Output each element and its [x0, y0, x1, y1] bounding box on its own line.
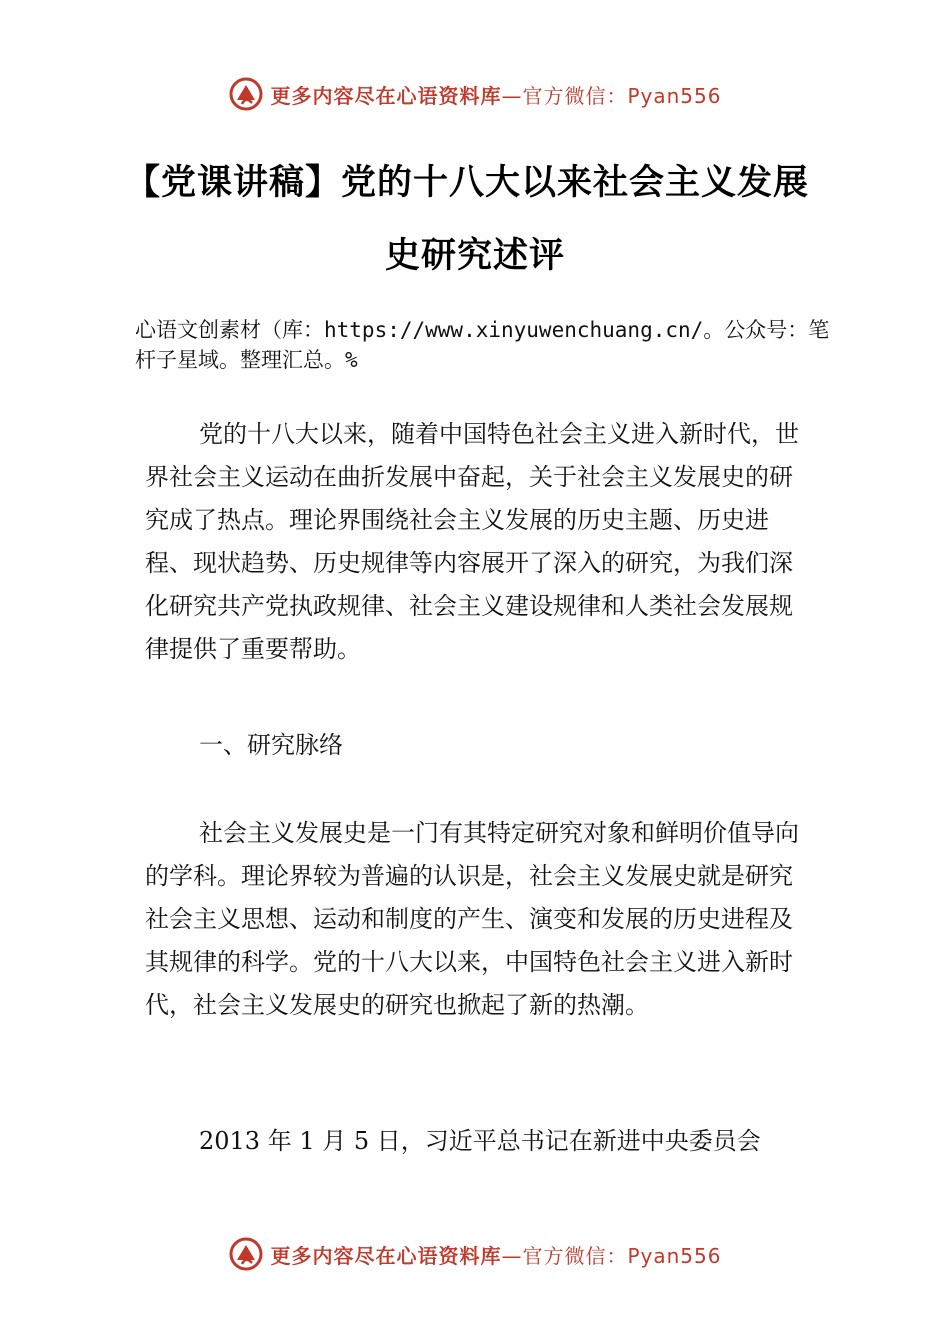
banner-text [270, 1240, 721, 1269]
banner-prefix: 更多内容尽在心语资料库 [270, 1243, 502, 1268]
banner-prefix: 更多内容尽在心语资料库 [270, 83, 502, 108]
body-paragraph-1: 党的十八大以来，随着中国特色社会主义进入新时代，世界社会主义运动在曲折发展中奋起，关于社会主义发展史的研究成了热点。理论界围绕社会主义发展的历史主题、历史进程、现状趋势、历史规律等内容展开了深入的研究，为我们深化研究共产党执政规律、社会主义建设规律和人类社会发展规律提供了重要帮助。 [145, 420, 799, 663]
body-paragraph-2: 社会主义发展史是一门有其特定研究对象和鲜明价值导向的学科。理论界较为普遍的认识是，社会主义发展史就是研究社会主义思想、运动和制度的产生、演变和发展的历史进程及其规律的科学。党的十八大以来，中国特色社会主义进入新时代，社会主义发展史的研究也掀起了新的热潮。 [145, 819, 799, 1019]
banner-suffix: —官方微信：Pyan556 [501, 83, 722, 108]
header-watermark-banner [0, 72, 950, 116]
banner-text [270, 80, 721, 109]
source-note: 心语文创素材（库：https://www.xinyuwenchuang.cn/。公众号：笔杆子星域。整理汇总。% [135, 318, 830, 372]
body-paragraph-3: 2013 年 1 月 5 日，习近平总书记在新进中央委员会 [199, 1127, 761, 1155]
brand-logo-icon [228, 76, 264, 112]
section-heading: 一、研究脉络 [199, 731, 343, 759]
document-title-line-2: 史研究述评 [384, 236, 565, 276]
brand-logo-icon [228, 1236, 264, 1272]
footer-watermark-banner [0, 1232, 950, 1276]
banner-suffix: —官方微信：Pyan556 [501, 1243, 722, 1268]
document-title-line-1: 【党课讲稿】党的十八大以来社会主义发展 [124, 163, 809, 203]
